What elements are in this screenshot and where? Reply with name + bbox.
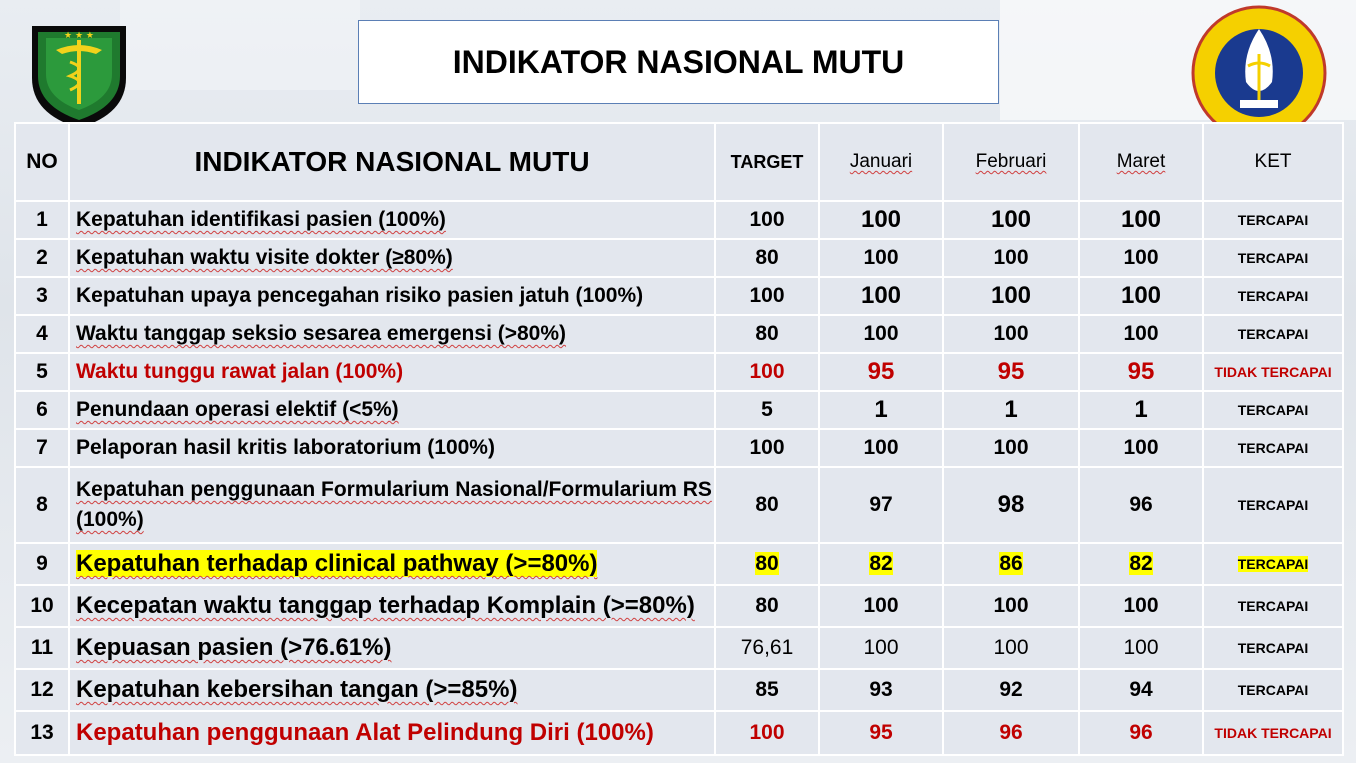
row-march: 96 bbox=[1079, 711, 1203, 755]
row-march: 100 bbox=[1079, 315, 1203, 353]
row-january: 82 bbox=[869, 552, 893, 575]
table-row bbox=[15, 669, 1343, 711]
table-row bbox=[15, 585, 1343, 627]
row-march: 100 bbox=[1079, 429, 1203, 467]
row-february: 95 bbox=[943, 353, 1079, 391]
row-target: 80 bbox=[755, 552, 779, 575]
header-target: TARGET bbox=[715, 123, 819, 201]
row-indicator: Waktu tanggap seksio sesarea emergensi (>80%) bbox=[76, 322, 567, 345]
row-indicator: Kepatuhan kebersihan tangan (>=85%) bbox=[76, 676, 518, 703]
table-row bbox=[15, 711, 1343, 755]
header-indicator: INDIKATOR NASIONAL MUTU bbox=[69, 123, 715, 201]
row-indicator: Kepatuhan identifikasi pasien (100%) bbox=[76, 208, 446, 231]
row-february: 100 bbox=[943, 239, 1079, 277]
row-march: 100 bbox=[1079, 201, 1203, 239]
row-indicator-cell bbox=[69, 467, 715, 543]
table-row bbox=[15, 467, 1343, 543]
row-ket: TERCAPAI bbox=[1203, 391, 1343, 429]
row-target: 80 bbox=[715, 585, 819, 627]
row-ket: TERCAPAI bbox=[1203, 585, 1343, 627]
row-no: 12 bbox=[15, 669, 69, 711]
row-no: 13 bbox=[15, 711, 69, 755]
row-target: 100 bbox=[715, 201, 819, 239]
row-february: 1 bbox=[943, 391, 1079, 429]
table-row bbox=[15, 627, 1343, 669]
row-march: 100 bbox=[1079, 239, 1203, 277]
row-target: 80 bbox=[715, 239, 819, 277]
row-ket: TERCAPAI bbox=[1203, 467, 1343, 543]
header-no: NO bbox=[15, 123, 69, 201]
row-march: 95 bbox=[1079, 353, 1203, 391]
row-february: 100 bbox=[943, 277, 1079, 315]
row-indicator-cell bbox=[69, 669, 715, 711]
row-january: 100 bbox=[819, 277, 943, 315]
row-january: 100 bbox=[819, 429, 943, 467]
row-ket: TERCAPAI bbox=[1203, 239, 1343, 277]
row-february: 96 bbox=[943, 711, 1079, 755]
row-march: 96 bbox=[1079, 467, 1203, 543]
header-january: Januari bbox=[849, 151, 913, 172]
row-ket: TIDAK TERCAPAI bbox=[1203, 353, 1343, 391]
row-no: 9 bbox=[15, 543, 69, 585]
page-title: INDIKATOR NASIONAL MUTU bbox=[358, 20, 999, 104]
row-ket-cell bbox=[1203, 543, 1343, 585]
row-january: 100 bbox=[819, 315, 943, 353]
row-march: 82 bbox=[1129, 552, 1153, 575]
row-target: 100 bbox=[715, 277, 819, 315]
table-row bbox=[15, 543, 1343, 585]
row-target-cell bbox=[715, 543, 819, 585]
row-january: 100 bbox=[819, 201, 943, 239]
table-row bbox=[15, 239, 1343, 277]
row-january: 1 bbox=[819, 391, 943, 429]
row-january: 100 bbox=[819, 585, 943, 627]
row-january: 95 bbox=[819, 711, 943, 755]
row-indicator-cell bbox=[69, 201, 715, 239]
row-march: 100 bbox=[1079, 585, 1203, 627]
row-february: 92 bbox=[943, 669, 1079, 711]
row-january-cell bbox=[819, 543, 943, 585]
row-no: 8 bbox=[15, 467, 69, 543]
row-indicator: Kepatuhan upaya pencegahan risiko pasien jatuh (100%) bbox=[69, 277, 715, 315]
row-no: 7 bbox=[15, 429, 69, 467]
table-header-row bbox=[15, 123, 1343, 201]
row-march: 1 bbox=[1079, 391, 1203, 429]
indicator-table bbox=[14, 122, 1344, 756]
row-indicator: Kepuasan pasien (>76.61%) bbox=[76, 634, 392, 661]
row-february: 100 bbox=[943, 627, 1079, 669]
row-no: 11 bbox=[15, 627, 69, 669]
header-ket: KET bbox=[1203, 123, 1343, 201]
row-target: 76,61 bbox=[715, 627, 819, 669]
row-ket: TERCAPAI bbox=[1203, 669, 1343, 711]
row-ket: TERCAPAI bbox=[1203, 201, 1343, 239]
row-march-cell bbox=[1079, 543, 1203, 585]
row-january: 100 bbox=[819, 627, 943, 669]
row-february: 100 bbox=[943, 429, 1079, 467]
header-january-cell bbox=[819, 123, 943, 201]
row-indicator-cell bbox=[69, 627, 715, 669]
row-indicator: Kepatuhan waktu visite dokter (≥80%) bbox=[76, 246, 453, 269]
row-indicator: Penundaan operasi elektif (<5%) bbox=[76, 398, 399, 421]
row-indicator: Waktu tunggu rawat jalan (100%) bbox=[69, 353, 715, 391]
row-indicator-cell bbox=[69, 543, 715, 585]
row-ket: TERCAPAI bbox=[1203, 277, 1343, 315]
table-row bbox=[15, 201, 1343, 239]
header-february-cell bbox=[943, 123, 1079, 201]
row-february: 100 bbox=[943, 585, 1079, 627]
table-row bbox=[15, 315, 1343, 353]
row-indicator-cell bbox=[69, 585, 715, 627]
background-building bbox=[120, 0, 360, 90]
row-target: 100 bbox=[715, 711, 819, 755]
row-january: 95 bbox=[819, 353, 943, 391]
row-indicator: Kepatuhan penggunaan Alat Pelindung Diri (100%) bbox=[69, 711, 715, 755]
row-march: 100 bbox=[1079, 627, 1203, 669]
row-ket: TERCAPAI bbox=[1203, 627, 1343, 669]
row-february: 100 bbox=[943, 315, 1079, 353]
row-no: 3 bbox=[15, 277, 69, 315]
row-january: 100 bbox=[819, 239, 943, 277]
row-no: 4 bbox=[15, 315, 69, 353]
row-indicator: Kepatuhan penggunaan Formularium Nasional/Formularium RS (100%) bbox=[76, 478, 712, 531]
row-target: 80 bbox=[715, 467, 819, 543]
row-february: 86 bbox=[999, 552, 1023, 575]
row-ket: TERCAPAI bbox=[1203, 429, 1343, 467]
table-row bbox=[15, 353, 1343, 391]
row-indicator: Kepatuhan terhadap clinical pathway (>=80%) bbox=[76, 550, 598, 577]
row-target: 100 bbox=[715, 429, 819, 467]
row-no: 1 bbox=[15, 201, 69, 239]
row-march: 94 bbox=[1079, 669, 1203, 711]
table-row bbox=[15, 277, 1343, 315]
header-march: Maret bbox=[1116, 151, 1166, 172]
row-ket: TERCAPAI bbox=[1237, 556, 1309, 572]
row-no: 5 bbox=[15, 353, 69, 391]
row-target: 100 bbox=[715, 353, 819, 391]
row-february-cell bbox=[943, 543, 1079, 585]
row-ket: TIDAK TERCAPAI bbox=[1203, 711, 1343, 755]
row-target: 85 bbox=[715, 669, 819, 711]
row-january: 97 bbox=[819, 467, 943, 543]
row-february: 100 bbox=[943, 201, 1079, 239]
row-indicator-cell bbox=[69, 239, 715, 277]
row-no: 2 bbox=[15, 239, 69, 277]
row-march: 100 bbox=[1079, 277, 1203, 315]
row-no: 6 bbox=[15, 391, 69, 429]
row-target: 80 bbox=[715, 315, 819, 353]
table-row bbox=[15, 391, 1343, 429]
header-february: Februari bbox=[975, 151, 1047, 172]
row-february: 98 bbox=[943, 467, 1079, 543]
row-indicator: Pelaporan hasil kritis laboratorium (100%) bbox=[69, 429, 715, 467]
row-no: 10 bbox=[15, 585, 69, 627]
row-ket: TERCAPAI bbox=[1203, 315, 1343, 353]
header-march-cell bbox=[1079, 123, 1203, 201]
row-target: 5 bbox=[715, 391, 819, 429]
row-january: 93 bbox=[819, 669, 943, 711]
row-indicator: Kecepatan waktu tanggap terhadap Komplain (>=80%) bbox=[76, 592, 695, 619]
svg-text:★ ★ ★: ★ ★ ★ bbox=[64, 31, 94, 41]
table-row bbox=[15, 429, 1343, 467]
kedokteran-logo bbox=[26, 18, 132, 130]
row-indicator-cell bbox=[69, 315, 715, 353]
row-indicator-cell bbox=[69, 391, 715, 429]
